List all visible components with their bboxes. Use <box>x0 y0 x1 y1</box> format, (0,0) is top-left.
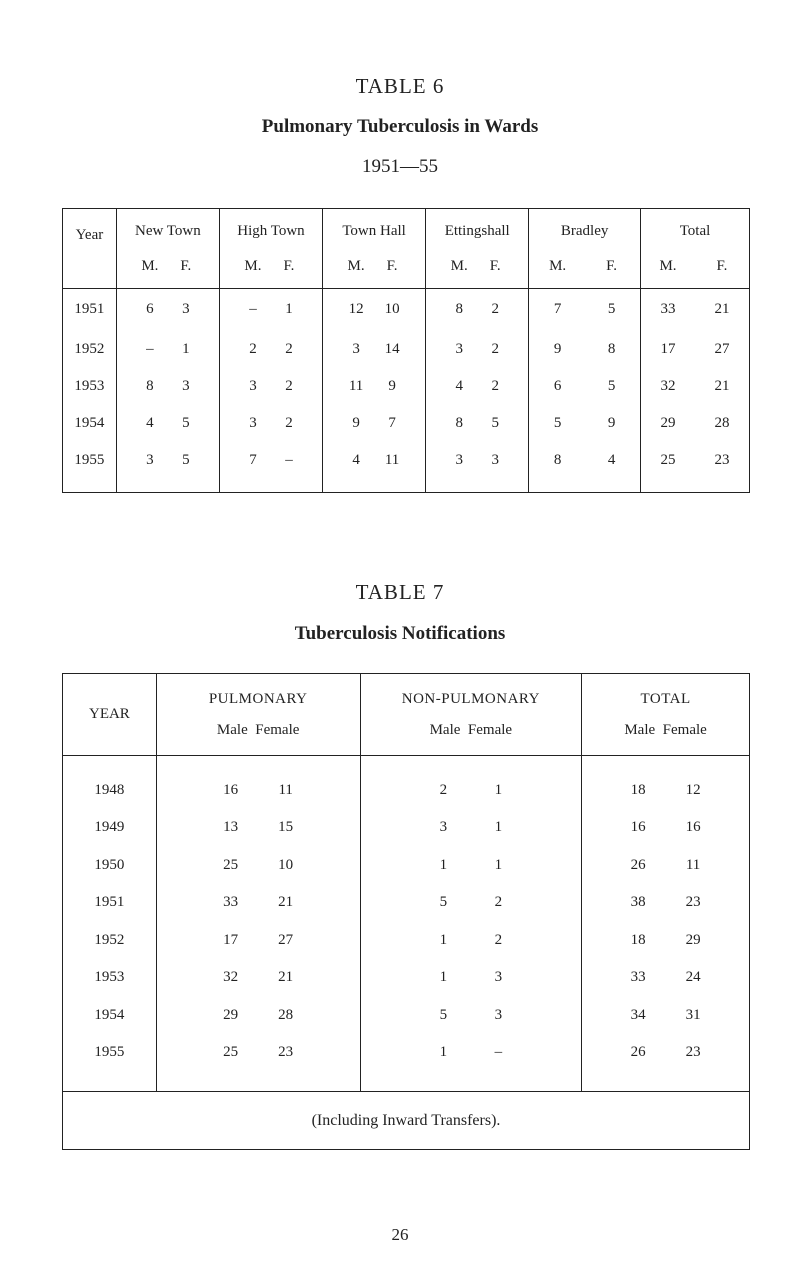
ward-name: Total <box>679 222 711 239</box>
group-cell <box>156 884 360 922</box>
female-value: 11 <box>278 781 293 798</box>
group-cell <box>156 809 360 847</box>
page-number: 26 <box>391 1225 409 1244</box>
female-value: 27 <box>278 931 294 948</box>
female-value: 15 <box>278 819 294 836</box>
ward-name: Town Hall <box>342 222 406 239</box>
ward-cell <box>426 331 529 368</box>
male-label: Male <box>429 721 461 738</box>
sex-labels <box>361 722 582 739</box>
table-row <box>63 442 750 479</box>
male-value: 4 <box>455 377 463 394</box>
group-cell <box>582 922 750 960</box>
female-value: 5 <box>607 377 616 394</box>
table6-ward-header <box>116 209 219 289</box>
table-row <box>63 405 750 442</box>
male-value: 32 <box>660 377 676 394</box>
ward-cell <box>529 331 641 368</box>
female-value: 8 <box>607 340 616 357</box>
ward-cell <box>640 331 749 368</box>
row-year: 1954 <box>94 1006 125 1023</box>
ward-cell <box>116 331 219 368</box>
row-year: 1955 <box>74 451 105 468</box>
male-value: 4 <box>352 451 360 468</box>
row-year: 1955 <box>94 1044 125 1061</box>
ward-name: High Town <box>237 222 305 239</box>
female-value: 1 <box>494 856 503 873</box>
ward-cell <box>219 442 322 479</box>
female-value: 2 <box>491 340 499 357</box>
female-value: 21 <box>278 894 294 911</box>
male-value: 9 <box>553 340 562 357</box>
ward-cell <box>640 289 749 331</box>
male-value: 33 <box>630 969 646 986</box>
row-year: 1951 <box>74 301 105 318</box>
table-row <box>63 368 750 405</box>
female-value: 4 <box>607 451 616 468</box>
male-value: 2 <box>249 340 257 357</box>
female-value: 2 <box>494 894 503 911</box>
male-value: 34 <box>630 1006 646 1023</box>
row-year: 1954 <box>74 414 105 431</box>
female-value: 5 <box>607 301 616 318</box>
mf-labels <box>641 258 749 275</box>
male-value: 1 <box>439 931 448 948</box>
table7-group-header <box>156 674 360 756</box>
mf-labels <box>529 258 640 275</box>
ward-cell <box>426 405 529 442</box>
group-cell <box>582 1034 750 1072</box>
female-value: – <box>494 1044 503 1061</box>
mf-labels <box>220 258 322 275</box>
female-value: 9 <box>388 377 396 394</box>
ward-cell <box>529 289 641 331</box>
group-name: PULMONARY <box>208 690 308 707</box>
female-value: 23 <box>685 1044 701 1061</box>
male-value: 1 <box>439 856 448 873</box>
ward-cell <box>323 289 426 331</box>
row-year: 1948 <box>94 781 125 798</box>
table7-footer: (Including Inward Transfers). <box>311 1111 501 1129</box>
male-value: 25 <box>223 1044 239 1061</box>
group-name: NON-PULMONARY <box>401 690 540 707</box>
female-value: 23 <box>278 1044 294 1061</box>
female-value: – <box>285 451 293 468</box>
male-value: 17 <box>660 340 676 357</box>
female-value: 3 <box>491 451 499 468</box>
male-value: 6 <box>146 301 154 318</box>
female-value: 2 <box>491 301 499 318</box>
group-cell <box>360 1034 582 1072</box>
ward-cell <box>219 331 322 368</box>
table7 <box>62 673 750 1150</box>
table-row <box>63 847 750 885</box>
male-value: 8 <box>455 414 463 431</box>
male-value: 9 <box>352 414 360 431</box>
ward-cell <box>323 405 426 442</box>
female-value: 3 <box>494 1006 503 1023</box>
ward-name: Bradley <box>560 222 609 239</box>
table6-ward-header <box>323 209 426 289</box>
table6-subtitle: Pulmonary Tuberculosis in Wards <box>261 116 539 137</box>
male-value: 18 <box>630 781 646 798</box>
group-cell <box>360 809 582 847</box>
female-label: F. <box>489 257 501 274</box>
ward-cell <box>116 368 219 405</box>
ward-cell <box>426 368 529 405</box>
female-value: 7 <box>388 414 396 431</box>
male-value: 8 <box>455 301 463 318</box>
male-value: 3 <box>455 340 463 357</box>
ward-cell <box>219 405 322 442</box>
ward-cell <box>116 289 219 331</box>
female-label: Female <box>467 721 513 738</box>
female-value: 2 <box>285 414 293 431</box>
male-value: 5 <box>439 1006 448 1023</box>
group-cell <box>360 997 582 1035</box>
mf-labels <box>426 258 528 275</box>
row-year: 1952 <box>74 340 105 357</box>
table-row <box>63 289 750 331</box>
female-value: 21 <box>278 969 294 986</box>
row-year: 1950 <box>94 856 125 873</box>
table6 <box>62 208 750 493</box>
male-value: 16 <box>630 819 646 836</box>
male-value: 26 <box>630 1044 646 1061</box>
female-value: 1 <box>182 340 190 357</box>
female-label: F. <box>386 257 398 274</box>
row-year: 1949 <box>94 819 125 836</box>
mf-labels <box>117 258 219 275</box>
ward-name: Ettingshall <box>444 222 510 239</box>
male-value: 18 <box>630 931 646 948</box>
table-row <box>63 331 750 368</box>
female-value: 16 <box>685 819 701 836</box>
group-name: TOTAL <box>640 690 691 707</box>
female-value: 3 <box>182 377 190 394</box>
table7-group-header <box>582 674 750 756</box>
male-value: 3 <box>455 451 463 468</box>
female-value: 10 <box>384 301 400 318</box>
male-value: 11 <box>348 377 364 394</box>
group-cell <box>360 772 582 810</box>
table6-ward-header <box>426 209 529 289</box>
group-cell <box>156 922 360 960</box>
ward-cell <box>529 405 641 442</box>
male-value: 6 <box>553 377 562 394</box>
male-label: M. <box>141 257 159 274</box>
table6-title: TABLE 6 <box>355 74 445 98</box>
male-label: M. <box>549 257 567 274</box>
female-value: 10 <box>278 856 294 873</box>
male-value: 29 <box>660 414 676 431</box>
table7-group-header <box>360 674 582 756</box>
male-value: 4 <box>146 414 154 431</box>
table7-subtitle: Tuberculosis Notifications <box>294 623 506 644</box>
female-value: 14 <box>384 340 400 357</box>
table6-years: 1951—55 <box>362 156 438 177</box>
female-value: 28 <box>278 1006 294 1023</box>
male-value: 1 <box>439 1044 448 1061</box>
male-value: 17 <box>223 931 239 948</box>
female-value: 29 <box>685 931 701 948</box>
female-label: F. <box>716 257 728 274</box>
female-value: 21 <box>714 301 730 318</box>
female-value: 28 <box>714 414 730 431</box>
group-cell <box>360 884 582 922</box>
table6-ward-header <box>640 209 749 289</box>
male-value: 16 <box>223 781 239 798</box>
male-value: 33 <box>660 301 676 318</box>
male-value: 26 <box>630 856 646 873</box>
ward-name: New Town <box>134 222 201 239</box>
table7-year-header: YEAR <box>88 706 130 722</box>
group-cell <box>156 847 360 885</box>
male-value: 25 <box>223 856 239 873</box>
female-label: F. <box>283 257 295 274</box>
group-cell <box>156 1034 360 1072</box>
male-label: M. <box>347 257 365 274</box>
male-label: M. <box>450 257 468 274</box>
male-label: Male <box>216 721 248 738</box>
female-value: 24 <box>685 969 701 986</box>
female-value: 23 <box>714 451 730 468</box>
table-row <box>63 809 750 847</box>
table6-year-header: Year <box>75 227 104 243</box>
female-value: 3 <box>494 969 503 986</box>
group-cell <box>156 959 360 997</box>
table-row <box>63 997 750 1035</box>
male-value: 5 <box>439 894 448 911</box>
row-year: 1952 <box>94 931 125 948</box>
group-cell <box>582 884 750 922</box>
ward-cell <box>116 405 219 442</box>
male-value: 33 <box>223 894 239 911</box>
table-row <box>63 922 750 960</box>
group-cell <box>582 847 750 885</box>
table7-title: TABLE 7 <box>355 580 445 604</box>
male-label: M. <box>244 257 262 274</box>
female-value: 2 <box>285 377 293 394</box>
table-row <box>63 1034 750 1072</box>
row-spacer <box>63 756 750 772</box>
group-cell <box>360 959 582 997</box>
male-value: 2 <box>439 781 448 798</box>
female-value: 11 <box>384 451 400 468</box>
ward-cell <box>323 442 426 479</box>
female-value: 2 <box>285 340 293 357</box>
male-value: 38 <box>630 894 646 911</box>
male-value: 3 <box>249 414 257 431</box>
female-value: 11 <box>685 856 701 873</box>
ward-cell <box>640 368 749 405</box>
male-value: – <box>249 301 257 318</box>
mf-labels <box>323 258 425 275</box>
male-label: M. <box>659 257 677 274</box>
ward-cell <box>640 442 749 479</box>
table-row <box>63 772 750 810</box>
group-cell <box>156 997 360 1035</box>
ward-cell <box>323 368 426 405</box>
female-value: 12 <box>685 781 701 798</box>
male-value: 29 <box>223 1006 239 1023</box>
female-value: 27 <box>714 340 730 357</box>
female-value: 5 <box>182 451 190 468</box>
male-value: 3 <box>146 451 154 468</box>
group-cell <box>360 847 582 885</box>
male-value: 3 <box>352 340 360 357</box>
ward-cell <box>219 289 322 331</box>
table-row <box>63 884 750 922</box>
group-cell <box>582 997 750 1035</box>
male-value: 1 <box>439 969 448 986</box>
ward-cell <box>529 368 641 405</box>
group-cell <box>582 809 750 847</box>
row-year: 1951 <box>94 894 125 911</box>
male-value: 8 <box>146 377 154 394</box>
sex-labels <box>582 722 749 739</box>
male-value: 7 <box>249 451 257 468</box>
female-value: 1 <box>285 301 293 318</box>
table6-ward-header <box>529 209 641 289</box>
male-value: 8 <box>553 451 562 468</box>
male-value: 3 <box>249 377 257 394</box>
ward-cell <box>323 331 426 368</box>
female-value: 3 <box>182 301 190 318</box>
group-cell <box>156 772 360 810</box>
female-label: Female <box>255 721 300 738</box>
female-value: 5 <box>491 414 499 431</box>
ward-cell <box>426 289 529 331</box>
female-value: 2 <box>494 931 503 948</box>
female-label: F. <box>180 257 192 274</box>
male-value: 3 <box>439 819 448 836</box>
row-year: 1953 <box>74 377 105 394</box>
row-spacer <box>63 1072 750 1092</box>
ward-cell <box>640 405 749 442</box>
row-spacer <box>63 479 750 493</box>
female-label: Female <box>662 721 707 738</box>
male-value: 12 <box>348 301 364 318</box>
group-cell <box>582 772 750 810</box>
female-value: 9 <box>607 414 616 431</box>
female-value: 5 <box>182 414 190 431</box>
female-value: 23 <box>685 894 701 911</box>
group-cell <box>582 959 750 997</box>
female-value: 21 <box>714 377 730 394</box>
male-label: Male <box>624 721 656 738</box>
male-value: – <box>146 340 154 357</box>
ward-cell <box>116 442 219 479</box>
table-row <box>63 959 750 997</box>
group-cell <box>360 922 582 960</box>
ward-cell <box>219 368 322 405</box>
male-value: 5 <box>553 414 562 431</box>
ward-cell <box>529 442 641 479</box>
female-label: F. <box>606 257 618 274</box>
female-value: 1 <box>494 819 503 836</box>
row-year: 1953 <box>94 969 125 986</box>
female-value: 1 <box>494 781 503 798</box>
male-value: 32 <box>223 969 239 986</box>
table6-ward-header <box>219 209 322 289</box>
ward-cell <box>426 442 529 479</box>
female-value: 2 <box>491 377 499 394</box>
male-value: 13 <box>223 819 239 836</box>
sex-labels <box>157 722 360 739</box>
male-value: 25 <box>660 451 676 468</box>
male-value: 7 <box>553 301 562 318</box>
female-value: 31 <box>685 1006 701 1023</box>
